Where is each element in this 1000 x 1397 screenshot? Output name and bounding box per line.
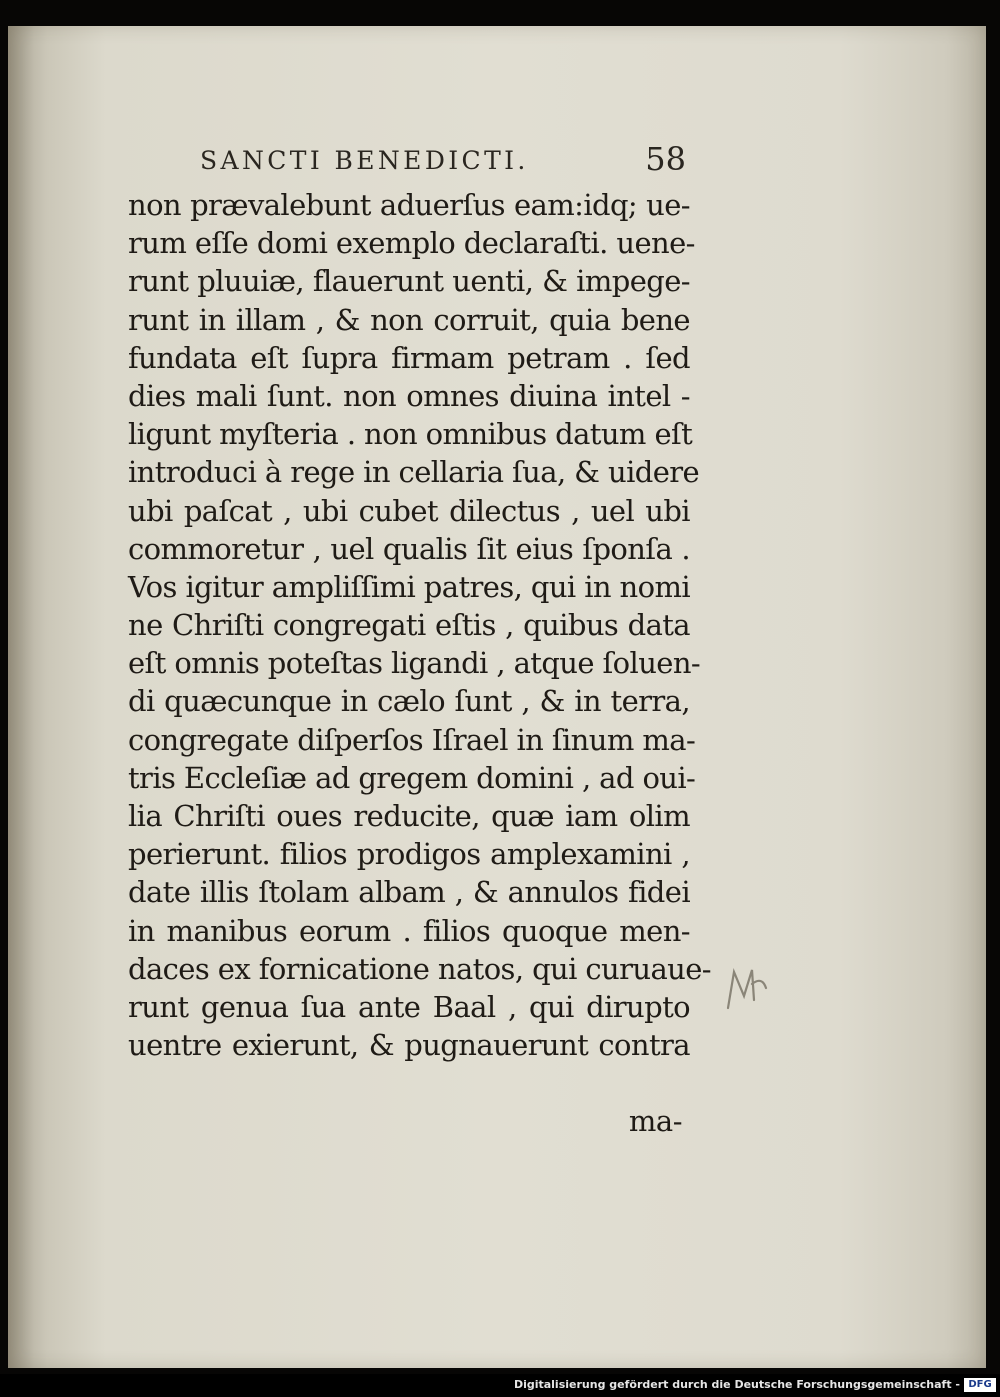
text-line: fundata eſt ſupra firmam petram . ſed xyxy=(128,340,690,375)
text-line: ne Chriſti congregati eſtis , quibus data xyxy=(128,608,690,643)
text-line: perierunt. filios prodigos amplexamini , xyxy=(128,837,690,872)
folio-number: 58 xyxy=(645,140,686,178)
text-line: runt in illam , & non corruit, quia bene xyxy=(128,302,690,337)
text-line: date illis ſtolam albam , & annulos fidei xyxy=(128,875,690,910)
dfg-logo: DFG xyxy=(964,1378,996,1392)
text-line: introduci à rege in cellaria ſua, & uidere xyxy=(128,455,700,490)
text-line: di quæcunque in cælo ſunt , & in terra, xyxy=(128,684,690,719)
pencil-margin-mark xyxy=(722,966,772,1012)
text-line: ligunt myſteria . non omnibus datum eſt xyxy=(128,417,693,452)
text-line: lia Chriſti oues reducite, quæ iam olim xyxy=(128,799,690,833)
text-line: runt pluuiæ, flauerunt uenti, & impege- xyxy=(128,264,690,299)
text-line: dies mali ſunt. non omnes diuina intel - xyxy=(128,378,690,413)
text-line: rum eſſe domi exemplo declaraſti. uene- xyxy=(128,226,695,261)
text-line: in manibus eorum . filios quoque men- xyxy=(128,913,690,948)
body-text xyxy=(128,186,711,1064)
text-line: daces ex fornicatione natos, qui curuaue- xyxy=(128,951,711,986)
footer-credit: Digitalisierung gefördert durch die Deutsche Forschungsgemeinschaft - xyxy=(513,1378,960,1391)
catchword: ma- xyxy=(628,1104,682,1138)
running-title: SANCTI BENEDICTI. xyxy=(200,146,529,175)
text-line: tris Eccleſiæ ad gregem domini , ad oui- xyxy=(128,760,696,795)
text-line: non prævalebunt aduerſus eam:idq; ue- xyxy=(128,188,690,222)
text-line: congregate diſperſos Iſrael in ſinum ma- xyxy=(128,722,696,757)
text-line: ubi paſcat , ubi cubet dilectus , uel ubi xyxy=(128,493,690,528)
page-gutter-shadow xyxy=(8,26,34,1368)
text-line: runt genua ſua ante Baal , qui dirupto xyxy=(128,989,690,1024)
running-head xyxy=(200,140,686,186)
text-line: commoretur , uel qualis ſit eius ſponſa . xyxy=(128,531,690,566)
text-line: Vos igitur ampliſſimi patres, qui in nomi xyxy=(128,569,691,604)
text-line: eſt omnis poteſtas ligandi , atque ſoluen- xyxy=(128,646,701,681)
text-line: uentre exierunt, & pugnauerunt contra xyxy=(128,1028,690,1063)
